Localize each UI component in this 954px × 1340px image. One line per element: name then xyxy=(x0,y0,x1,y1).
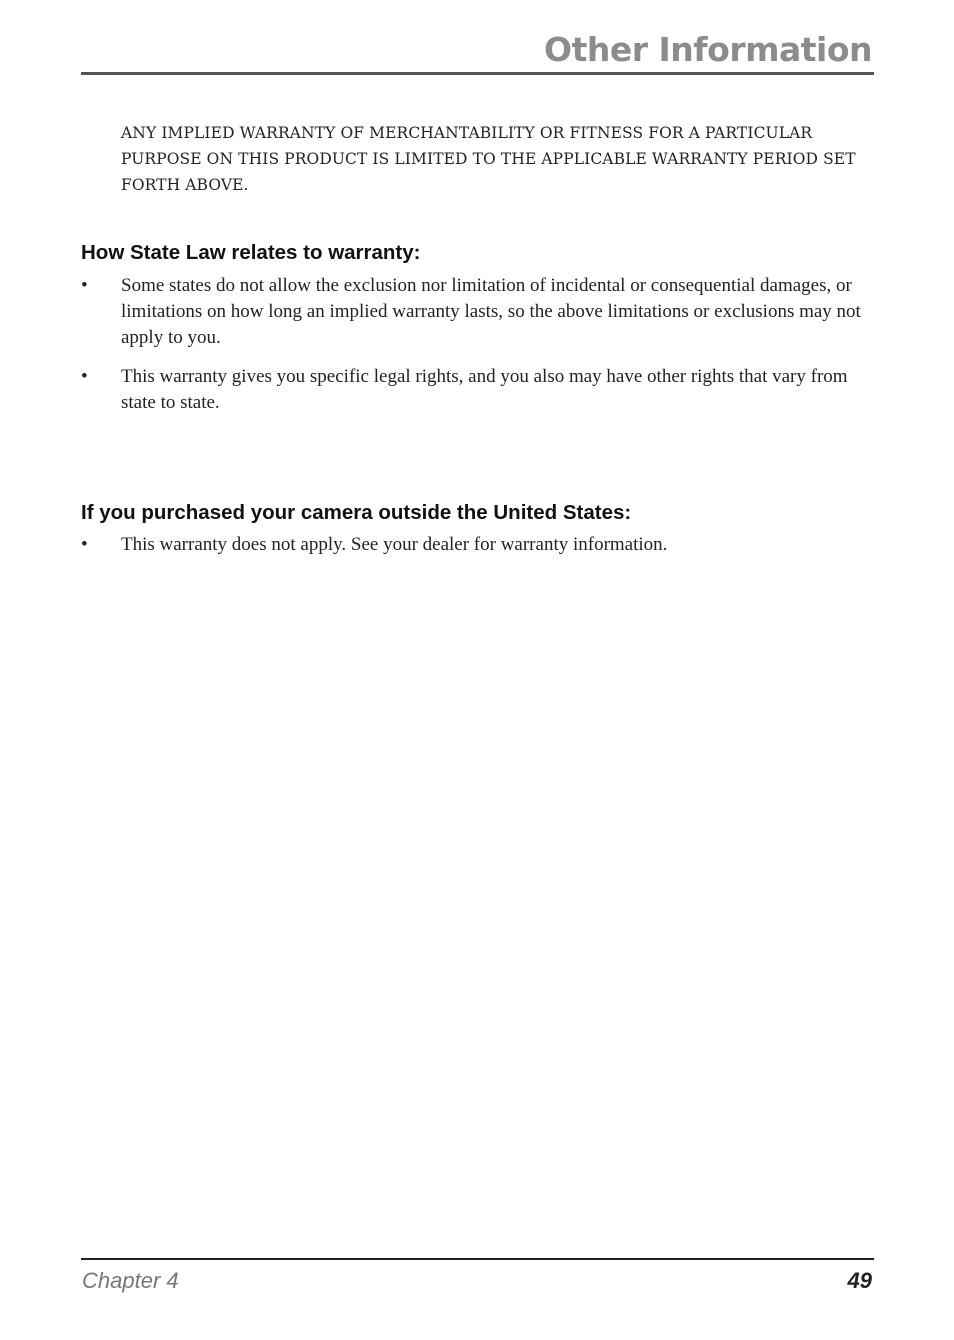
bullet-icon: • xyxy=(81,534,88,555)
section-heading-state-law: How State Law relates to warranty: xyxy=(81,241,421,264)
implied-warranty-paragraph: ANY IMPLIED WARRANTY OF MERCHANTABILITY OR FITNESS FOR A PARTICULAR PURPOSE ON THIS PRODUCT IS LIMITED TO THE APPLICABLE WARRANTY PERIOD SET FORTH ABOVE. xyxy=(121,124,856,194)
list-item-text: Some states do not allow the exclusion nor limitation of incidental or consequential damages, or limitations on how long an implied warranty lasts, so the above limitations or exclusions may not apply to you. xyxy=(121,275,861,348)
list-item xyxy=(81,532,871,558)
list-item-text: This warranty gives you specific legal rights, and you also may have other rights that vary from state to state. xyxy=(121,366,848,413)
list-item xyxy=(81,273,871,351)
bullet-icon: • xyxy=(81,275,88,296)
section-heading-outside-us: If you purchased your camera outside the United States: xyxy=(81,501,632,524)
page-number: 49 xyxy=(847,1268,872,1293)
list-item-text: This warranty does not apply. See your dealer for warranty information. xyxy=(121,534,668,555)
bullet-icon: • xyxy=(81,366,88,387)
footer-chapter-label: Chapter 4 xyxy=(82,1268,179,1293)
list-item xyxy=(81,364,871,416)
header-rule xyxy=(81,72,874,75)
footer-rule xyxy=(81,1258,874,1260)
page-title: Other Information xyxy=(544,30,872,69)
